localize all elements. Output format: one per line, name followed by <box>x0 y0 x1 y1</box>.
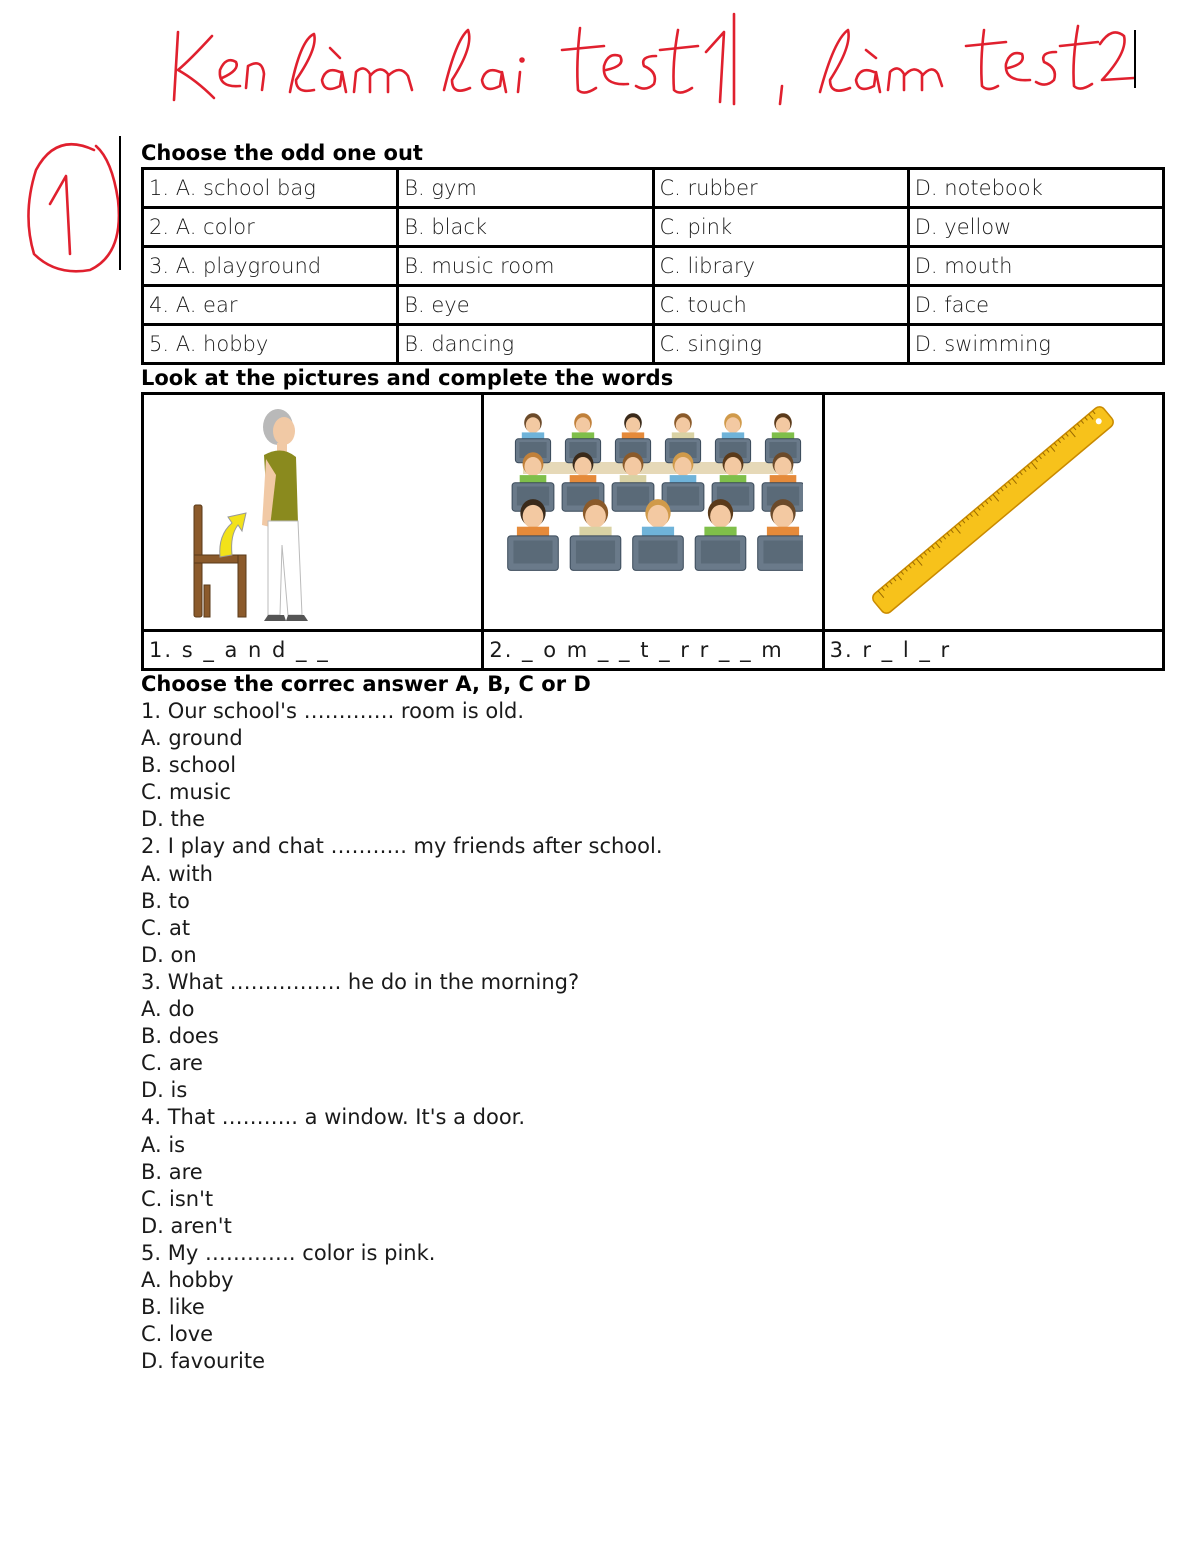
section-title-pictures: Look at the pictures and complete the words <box>141 366 674 390</box>
answer-option: A. do <box>141 997 195 1022</box>
picture-cell-ruler <box>823 394 1163 631</box>
answer-option: B. school <box>141 753 237 778</box>
odd-one-out-row <box>143 325 1164 364</box>
odd-one-out-row <box>143 286 1164 325</box>
answer-option: B. to <box>141 888 190 913</box>
multiple-choice-list <box>141 698 1165 1375</box>
odd-one-out-option: C. library <box>653 247 908 286</box>
section-title-multiple-choice: Choose the correc answer A, B, C or D <box>141 672 591 696</box>
answer-option: D. the <box>141 807 205 832</box>
odd-one-out-option: D. notebook <box>908 169 1163 208</box>
question-text: 1. Our school's …………. room is old. <box>141 699 525 723</box>
question-text: 5. My …………. color is pink. <box>141 1240 436 1265</box>
answer-option: A. hobby <box>141 1267 234 1292</box>
answer-option: A. with <box>141 861 213 886</box>
odd-one-out-option: C. touch <box>653 286 908 325</box>
pictures-table <box>141 392 1165 671</box>
odd-one-out-option: 1. A. school bag <box>143 169 398 208</box>
section-title-odd-one-out: Choose the odd one out <box>141 141 423 165</box>
answer-option: D. is <box>141 1078 188 1103</box>
answer-option: C. isn't <box>141 1186 214 1211</box>
answer-option: B. like <box>141 1295 205 1320</box>
answer-option: D. aren't <box>141 1213 232 1238</box>
worksheet <box>141 140 1165 1375</box>
odd-one-out-option: 3. A. playground <box>143 247 398 286</box>
word-label-1: 1. s _ a n d _ _ <box>143 631 483 670</box>
odd-one-out-row <box>143 208 1164 247</box>
odd-one-out-option: D. mouth <box>908 247 1163 286</box>
answer-option: D. favourite <box>141 1349 265 1374</box>
odd-one-out-option: B. music room <box>398 247 653 286</box>
answer-option: C. are <box>141 1051 203 1076</box>
question-text: 3. What ……………. he do in the morning? <box>141 969 580 994</box>
answer-option: B. are <box>141 1159 203 1184</box>
word-label-3: 3. r _ l _ r <box>823 631 1163 670</box>
odd-one-out-option: 2. A. color <box>143 208 398 247</box>
answer-option: A. ground <box>141 726 243 751</box>
question-text: 4. That ……….. a window. It's a door. <box>141 1105 526 1130</box>
odd-one-out-option: C. singing <box>653 325 908 364</box>
odd-one-out-option: C. pink <box>653 208 908 247</box>
answer-option: B. does <box>141 1024 219 1049</box>
odd-one-out-row <box>143 169 1164 208</box>
picture-cell-stand-up <box>143 394 483 631</box>
answer-option: A. is <box>141 1132 186 1157</box>
man-standing-up-from-chair-image <box>148 395 478 625</box>
odd-one-out-option: B. black <box>398 208 653 247</box>
odd-one-out-option: 4. A. ear <box>143 286 398 325</box>
odd-one-out-row <box>143 247 1164 286</box>
odd-one-out-option: C. rubber <box>653 169 908 208</box>
answer-option: D. on <box>141 942 197 967</box>
odd-one-out-option: B. gym <box>398 169 653 208</box>
question-text: 2. I play and chat ……….. my friends after school. <box>141 834 663 859</box>
odd-one-out-option: B. dancing <box>398 325 653 364</box>
yellow-ruler-image <box>828 395 1158 625</box>
word-label-2: 2. _ o m _ _ t _ r r _ _ m <box>483 631 823 670</box>
odd-one-out-option: D. face <box>908 286 1163 325</box>
answer-option: C. music <box>141 780 232 805</box>
odd-one-out-table <box>141 167 1165 365</box>
odd-one-out-option: D. yellow <box>908 208 1163 247</box>
answer-option: C. at <box>141 915 191 940</box>
odd-one-out-option: 5. A. hobby <box>143 325 398 364</box>
odd-one-out-option: B. eye <box>398 286 653 325</box>
answer-option: C. love <box>141 1322 214 1347</box>
computer-room-students-image <box>503 396 803 624</box>
picture-cell-computer-room <box>483 394 823 631</box>
odd-one-out-option: D. swimming <box>908 325 1163 364</box>
